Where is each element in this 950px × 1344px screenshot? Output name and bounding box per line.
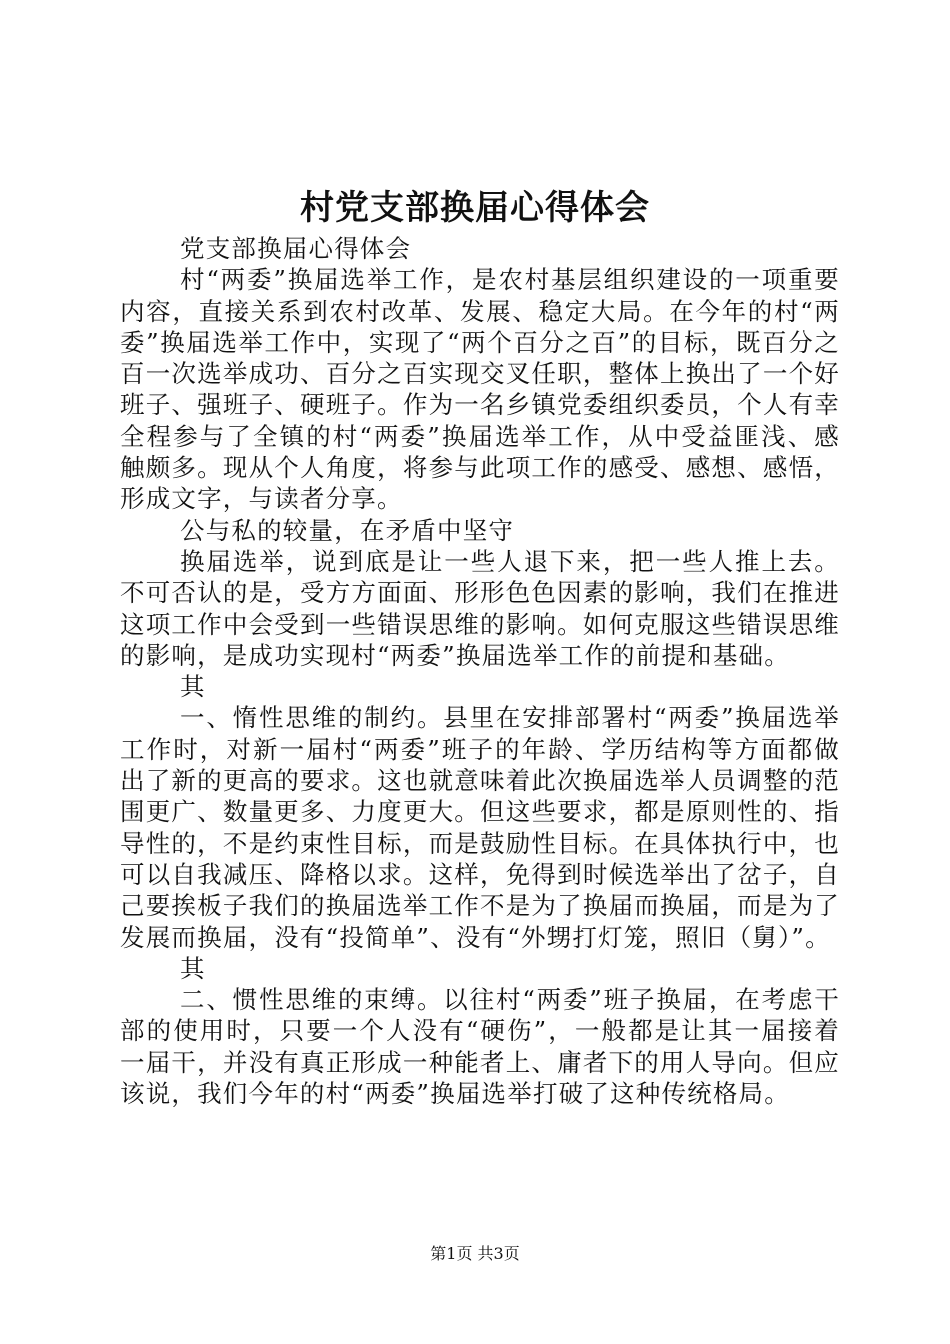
document-body xyxy=(120,233,840,1109)
paragraph-point-two: 二、惯性思维的束缚。以往村“两委”班子换届，在考虑干部的使用时，只要一个人没有“硬伤”，一般都是让其一届接着一届干，并没有真正形成一种能者上、庸者下的用人导向。但应该说，我们今年的村“两委”换届选举打破了这种传统格局。 xyxy=(120,985,840,1109)
paragraph-point-one: 一、惰性思维的制约。县里在安排部署村“两委”换届选举工作时，对新一届村“两委”班子的年龄、学历结构等方面都做出了新的更高的要求。这也就意味着此次换届选举人员调整的范围更广、数量更多、力度更大。但这些要求，都是原则性的、指导性的，不是约束性目标，而是鼓励性目标。在具体执行中，也可以自我减压、降格以求。这样，免得到时候选举出了岔子，自己要挨板子我们的换届选举工作不是为了换届而换届，而是为了发展而换届，没有“投简单”、没有“外甥打灯笼，照旧（舅）”。 xyxy=(120,703,840,952)
paragraph-fragment: 其 xyxy=(180,953,206,983)
paragraph: 换届选举，说到底是让一些人退下来，把一些人推上去。不可否认的是，受方方面面、形形色色因素的影响，我们在推进这项工作中会受到一些错误思维的影响。如何克服这些错误思维的影响，是成功实现村“两委”换届选举工作的前提和基础。 xyxy=(120,546,840,670)
section-heading: 公与私的较量，在矛盾中坚守 xyxy=(180,515,515,545)
paragraph-subtitle: 党支部换届心得体会 xyxy=(180,234,412,263)
paragraph-intro: 村“两委”换届选举工作，是农村基层组织建设的一项重要内容，直接关系到农村改革、发展、稳定大局。在今年的村“两委”换届选举工作中，实现了“两个百分之百”的目标，既百分之百一次选举成功、百分之百实现交叉任职，整体上换出了一个好班子、强班子、硬班子。作为一名乡镇党委组织委员，个人有幸全程参与了全镇的村“两委”换届选举工作，从中受益匪浅、感触颇多。现从个人角度，将参与此项工作的感受、感想、感悟，形成文字，与读者分享。 xyxy=(120,265,840,514)
document-title: 村党支部换届心得体会 xyxy=(300,188,650,228)
page-number-footer: 第1页 共3页 xyxy=(430,1244,520,1263)
paragraph-fragment: 其 xyxy=(180,672,206,702)
